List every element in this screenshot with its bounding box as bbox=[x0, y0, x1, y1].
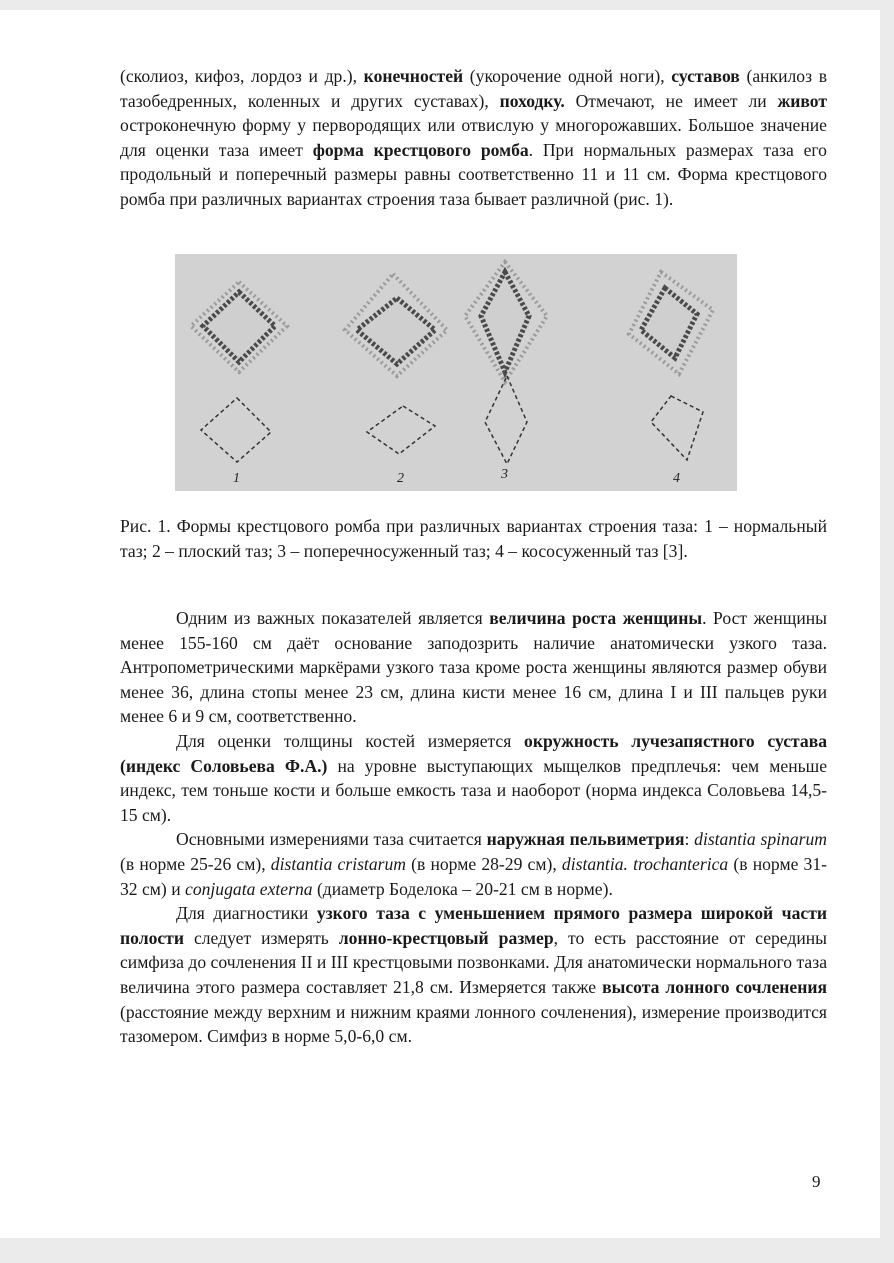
figure-label-1: 1 bbox=[233, 471, 240, 486]
intro-paragraph bbox=[120, 64, 827, 212]
bold-term: живот bbox=[777, 90, 828, 111]
text-run: Основными измерениями таза считается bbox=[176, 829, 487, 850]
text-run: (в норме 28-29 см), bbox=[405, 853, 562, 874]
paragraph-solovyev-index bbox=[120, 729, 827, 827]
figure-label-4: 4 bbox=[673, 471, 680, 486]
sacral-rhombus-figure bbox=[175, 254, 737, 491]
latin-term: conjugata externa bbox=[185, 878, 313, 899]
text-run: (в норме 31-32 см) и bbox=[120, 853, 828, 899]
body-text bbox=[120, 606, 827, 1049]
bold-term: походку. bbox=[499, 90, 565, 111]
bold-term: наружная пельвиметрия bbox=[486, 829, 685, 850]
bold-term: форма крестцового ромба bbox=[312, 139, 529, 160]
text-run: (укорочение одной ноги), bbox=[463, 66, 672, 86]
paragraph-height bbox=[120, 606, 827, 729]
text-run: (в норме 25-26 см), bbox=[120, 853, 271, 874]
text-run: . При нормальных размерах таза его продольный и поперечный размеры равны соответственно 11 и 11 см. Форма крестцового ромба при различных вариантах строения таза бывает различной (рис. 1). bbox=[120, 139, 827, 209]
caption-text: Рис. 1. Формы крестцового ромба при различных вариантах строения таза: 1 – нормальный таз; 2 – плоский таз; 3 – поперечносуженный таз; 4 – кососуженный таз [3]. bbox=[120, 516, 827, 561]
bold-term: величина роста женщины bbox=[489, 608, 703, 628]
figure-caption bbox=[120, 514, 827, 563]
text-run: остроконечную форму у первородящих или отвислую у многорожавших. Большое значение для оценки таза имеет bbox=[120, 115, 827, 160]
text-run: Для оценки толщины костей измеряется bbox=[176, 730, 525, 751]
latin-term: distantia cristarum bbox=[270, 853, 406, 874]
text-run: (анкилоз в тазобедренных, коленных и других суставах), bbox=[120, 66, 827, 111]
page-number: 9 bbox=[812, 1172, 821, 1191]
text-run: , то есть расстояние от середины симфиза до сочленения II и III крестцовыми позвонками. Для анатомически нормального таза величина этого размера составляет 21,8 см. Измеряется также bbox=[120, 927, 827, 997]
latin-term: distantia. trochanterica bbox=[561, 853, 729, 874]
text-run: Отмечают, не имеет ли bbox=[564, 90, 778, 111]
bold-term: лонно-крестцовый размер bbox=[338, 927, 554, 948]
bold-term: суставов bbox=[671, 66, 740, 86]
text-run: (диаметр Боделока – 20-21 см в норме). bbox=[312, 878, 613, 899]
text-run: на уровне выступающих мыщелков предплечья: чем меньше индекс, тем тоньше кости и больше емкость таза и наоборот (норма индекса Соловьева 14,5-15 см). bbox=[120, 755, 827, 825]
paragraph-pelvimetry bbox=[120, 827, 827, 901]
paragraph-pubo-sacral bbox=[120, 901, 827, 1049]
text-run: (расстояние между верхним и нижним краями лонного сочленения), измерение производится тазомером. Симфиз в норме 5,0-6,0 см. bbox=[120, 1001, 827, 1047]
figure-label-2: 2 bbox=[397, 471, 404, 486]
text-run: : bbox=[684, 829, 695, 850]
bold-term: окружность лучезапястного сустава (индекс Соловьева Ф.А.) bbox=[120, 730, 827, 776]
bold-term: узкого таза с уменьшением прямого размера широкой части полости bbox=[120, 903, 827, 948]
bold-term: конечностей bbox=[363, 66, 464, 86]
text-run: Для диагностики bbox=[176, 903, 317, 924]
text-run: Одним из важных показателей является bbox=[176, 608, 490, 628]
bold-term: высота лонного сочленения bbox=[602, 976, 827, 997]
text-run: следует измерять bbox=[183, 927, 339, 948]
text-run: (сколиоз, кифоз, лордоз и др.), bbox=[120, 66, 364, 86]
latin-term: distantia spinarum bbox=[694, 829, 827, 850]
figure-label-3: 3 bbox=[501, 467, 508, 482]
text-run: . Рост женщины менее 155-160 см даёт основание заподозрить наличие анатомически узкого таза. Антропометрическими маркёрами узкого таза кроме роста женщины являются размер обуви менее 36, длина стопы менее 23 см, длина кисти менее 16 см, длина I и III пальцев руки менее 6 и 9 см, соответственно. bbox=[120, 608, 827, 727]
